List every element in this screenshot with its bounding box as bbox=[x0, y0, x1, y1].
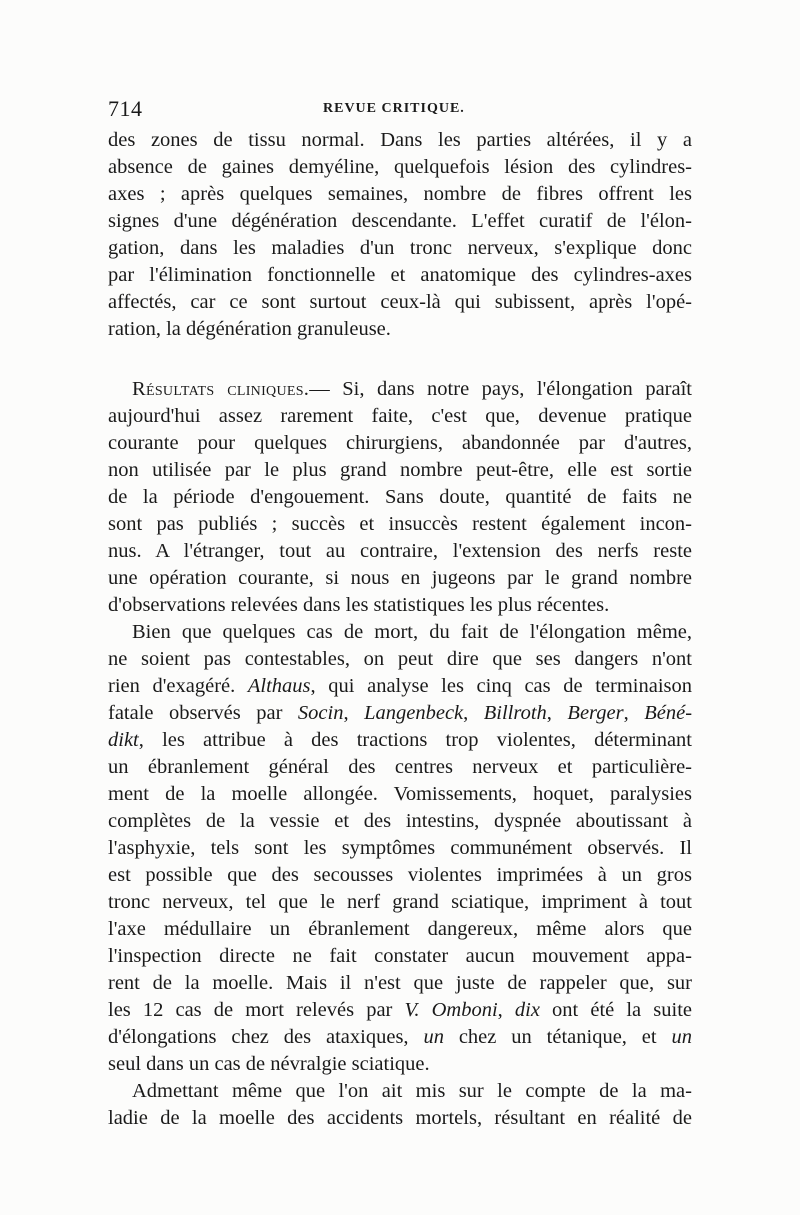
author-name: dikt bbox=[108, 729, 139, 751]
text-run: rien d'exagéré. bbox=[108, 675, 248, 697]
text-line: l'axe médullaire un ébranlement dangereux, même alors que bbox=[108, 918, 692, 940]
text-line: l'asphyxie, tels sont les symptômes communément observés. Il bbox=[108, 837, 692, 859]
page-number: 714 bbox=[108, 96, 143, 121]
text-run: — Si, dans notre pays, l'élongation paraît bbox=[309, 378, 692, 400]
text-line: seul dans un cas de névralgie sciatique. bbox=[108, 1053, 430, 1075]
text-line: nus. A l'étranger, tout au contraire, l'extension des nerfs reste bbox=[108, 540, 692, 562]
author-name: Béné- bbox=[644, 702, 693, 724]
text-line: aujourd'hui assez rarement faite, c'est que, devenue pratique bbox=[108, 405, 692, 427]
paragraph-gap bbox=[108, 343, 692, 376]
text-run: , bbox=[497, 999, 515, 1021]
text-run: fatale observés par bbox=[108, 702, 298, 724]
text-line: absence de gaines demyéline, quelquefois lésion des cylindres- bbox=[108, 156, 692, 178]
text-run: , bbox=[623, 702, 645, 724]
text-line: rent de la moelle. Mais il n'est que juste de rappeler que, sur bbox=[108, 972, 692, 994]
text-line: Admettant même que l'on ait mis sur le compte de la ma- bbox=[132, 1080, 692, 1102]
text-line: non utilisée par le plus grand nombre peut-être, elle est sortie bbox=[108, 459, 692, 481]
text-line: ladie de la moelle des accidents mortels, résultant en réalité de bbox=[108, 1107, 692, 1129]
author-name: Althaus bbox=[247, 675, 311, 697]
text-line: affectés, car ce sont surtout ceux-là qui subissent, après l'opé- bbox=[108, 291, 692, 313]
body-text bbox=[108, 127, 692, 1132]
text-line: courante pour quelques chirurgiens, abandonnée par d'autres, bbox=[108, 432, 692, 454]
emphasis: un bbox=[423, 1026, 444, 1048]
text-line bbox=[108, 727, 692, 754]
text-line: ne soient pas contestables, on peut dire que ses dangers n'ont bbox=[108, 648, 692, 670]
author-name: Berger bbox=[567, 702, 624, 724]
text-line: ment de la moelle allongée. Vomissements, hoquet, paralysies bbox=[108, 783, 692, 805]
section-heading: Résultats cliniques. bbox=[132, 378, 310, 400]
text-run: , qui analyse les cinq cas de terminaison bbox=[310, 675, 692, 697]
text-line: des zones de tissu normal. Dans les parties altérées, il y a bbox=[108, 129, 692, 151]
text-run: , bbox=[343, 702, 365, 724]
text-run: chez un tétanique, et bbox=[443, 1026, 672, 1048]
text-line bbox=[108, 673, 692, 700]
text-line: gation, dans les maladies d'un tronc nerveux, s'explique donc bbox=[108, 237, 692, 259]
page-header bbox=[108, 96, 698, 126]
text-run: d'élongations chez des ataxiques, bbox=[108, 1026, 424, 1048]
text-line: par l'élimination fonctionnelle et anatomique des cylindres-axes bbox=[108, 264, 692, 286]
text-line bbox=[108, 1024, 692, 1051]
text-line: d'observations relevées dans les statistiques les plus récentes. bbox=[108, 594, 610, 616]
text-line: axes ; après quelques semaines, nombre de fibres offrent les bbox=[108, 183, 692, 205]
text-line: un ébranlement général des centres nerveux et particulière- bbox=[108, 756, 692, 778]
text-line: sont pas publiés ; succès et insuccès restent également incon- bbox=[108, 513, 692, 535]
text-line bbox=[108, 376, 692, 403]
text-run: ont été la suite bbox=[539, 999, 692, 1021]
text-run: les 12 cas de mort relevés par bbox=[108, 999, 405, 1021]
author-name: Langenbeck bbox=[364, 702, 464, 724]
text-run: , bbox=[546, 702, 568, 724]
text-line: l'inspection directe ne fait constater aucun mouvement appa- bbox=[108, 945, 692, 967]
text-run: , les attribue à des tractions trop violentes, déterminant bbox=[138, 729, 692, 751]
author-name: Billroth bbox=[483, 702, 547, 724]
text-line bbox=[108, 997, 692, 1024]
author-name: V. Omboni bbox=[404, 999, 498, 1021]
text-line: de la période d'engouement. Sans doute, quantité de faits ne bbox=[108, 486, 692, 508]
text-run: , bbox=[463, 702, 484, 724]
text-line: est possible que des secousses violentes imprimées à un gros bbox=[108, 864, 692, 886]
emphasis: dix bbox=[514, 999, 540, 1021]
text-line: une opération courante, si nous en jugeons par le grand nombre bbox=[108, 567, 692, 589]
text-line: complètes de la vessie et des intestins, dyspnée aboutissant à bbox=[108, 810, 692, 832]
author-name: Socin bbox=[297, 702, 344, 724]
text-line bbox=[108, 700, 692, 727]
emphasis: un bbox=[671, 1026, 692, 1048]
text-line: ration, la dégénération granuleuse. bbox=[108, 318, 391, 340]
text-line: Bien que quelques cas de mort, du fait de l'élongation même, bbox=[132, 621, 692, 643]
text-line: tronc nerveux, tel que le nerf grand sciatique, impriment à tout bbox=[108, 891, 692, 913]
text-line: signes d'une dégénération descendante. L'effet curatif de l'élon- bbox=[108, 210, 692, 232]
running-title: REVUE CRITIQUE. bbox=[323, 101, 465, 116]
